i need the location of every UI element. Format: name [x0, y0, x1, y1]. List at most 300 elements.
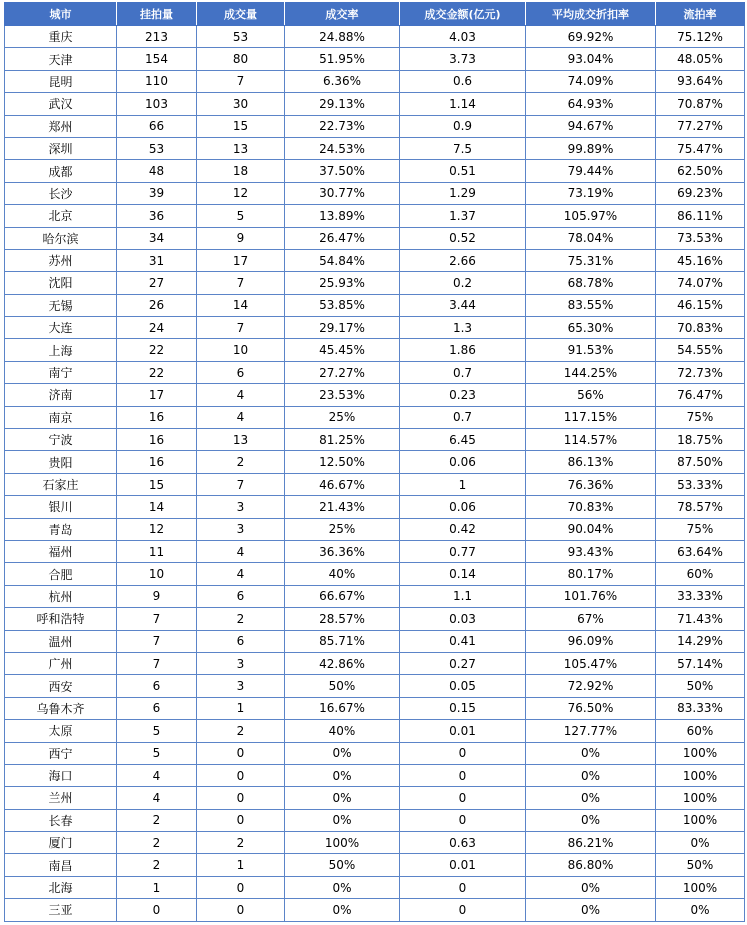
- cell-avg-discount-rate: 101.76%: [526, 585, 656, 607]
- table-row: [5, 585, 745, 607]
- cell-deal-count: 18: [197, 160, 285, 182]
- cell-failed-auction-rate: 50%: [656, 675, 745, 697]
- cell-deal-count: 2: [197, 608, 285, 630]
- cell-deal-amount: 1.1: [400, 585, 526, 607]
- header-deal-rate: 成交率: [285, 3, 400, 26]
- cell-deal-count: 2: [197, 451, 285, 473]
- cell-city: 长沙: [5, 182, 117, 204]
- cell-city: 上海: [5, 339, 117, 361]
- cell-listing-count: 10: [117, 563, 197, 585]
- cell-deal-count: 1: [197, 854, 285, 876]
- cell-deal-rate: 42.86%: [285, 652, 400, 674]
- cell-city: 南京: [5, 406, 117, 428]
- cell-failed-auction-rate: 93.64%: [656, 70, 745, 92]
- cell-failed-auction-rate: 45.16%: [656, 249, 745, 271]
- cell-deal-rate: 26.47%: [285, 227, 400, 249]
- cell-failed-auction-rate: 87.50%: [656, 451, 745, 473]
- cell-avg-discount-rate: 70.83%: [526, 496, 656, 518]
- cell-deal-rate: 25%: [285, 406, 400, 428]
- table-row: [5, 608, 745, 630]
- table-row: [5, 294, 745, 316]
- cell-deal-amount: 0.05: [400, 675, 526, 697]
- table-row: [5, 182, 745, 204]
- cell-listing-count: 7: [117, 608, 197, 630]
- table-row: [5, 137, 745, 159]
- cell-city: 宁波: [5, 429, 117, 451]
- cell-avg-discount-rate: 75.31%: [526, 249, 656, 271]
- cell-failed-auction-rate: 53.33%: [656, 473, 745, 495]
- cell-deal-rate: 30.77%: [285, 182, 400, 204]
- cell-listing-count: 22: [117, 339, 197, 361]
- cell-city: 兰州: [5, 787, 117, 809]
- cell-listing-count: 17: [117, 384, 197, 406]
- cell-avg-discount-rate: 86.13%: [526, 451, 656, 473]
- cell-deal-rate: 25%: [285, 518, 400, 540]
- cell-city: 石家庄: [5, 473, 117, 495]
- cell-deal-count: 14: [197, 294, 285, 316]
- cell-deal-rate: 40%: [285, 720, 400, 742]
- cell-deal-amount: 1.86: [400, 339, 526, 361]
- cell-listing-count: 213: [117, 26, 197, 48]
- cell-city: 福州: [5, 540, 117, 562]
- cell-deal-rate: 51.95%: [285, 48, 400, 70]
- table-row: [5, 227, 745, 249]
- cell-avg-discount-rate: 74.09%: [526, 70, 656, 92]
- cell-failed-auction-rate: 69.23%: [656, 182, 745, 204]
- cell-avg-discount-rate: 72.92%: [526, 675, 656, 697]
- cell-avg-discount-rate: 0%: [526, 899, 656, 921]
- table-row: [5, 406, 745, 428]
- cell-city: 西宁: [5, 742, 117, 764]
- cell-deal-count: 9: [197, 227, 285, 249]
- cell-deal-amount: 0.14: [400, 563, 526, 585]
- header-city: 城市: [5, 3, 117, 26]
- cell-deal-rate: 50%: [285, 854, 400, 876]
- cell-failed-auction-rate: 63.64%: [656, 540, 745, 562]
- cell-deal-amount: 0.52: [400, 227, 526, 249]
- cell-deal-rate: 81.25%: [285, 429, 400, 451]
- cell-deal-count: 3: [197, 675, 285, 697]
- table-row: [5, 451, 745, 473]
- city-auction-table-container: [4, 2, 744, 922]
- cell-city: 长春: [5, 809, 117, 831]
- cell-listing-count: 7: [117, 630, 197, 652]
- cell-failed-auction-rate: 60%: [656, 563, 745, 585]
- cell-deal-count: 10: [197, 339, 285, 361]
- table-row: [5, 160, 745, 182]
- cell-deal-amount: 0.77: [400, 540, 526, 562]
- table-row: [5, 48, 745, 70]
- cell-city: 天津: [5, 48, 117, 70]
- cell-deal-rate: 0%: [285, 787, 400, 809]
- cell-failed-auction-rate: 75.47%: [656, 137, 745, 159]
- cell-deal-rate: 27.27%: [285, 361, 400, 383]
- cell-listing-count: 2: [117, 832, 197, 854]
- cell-deal-count: 80: [197, 48, 285, 70]
- cell-failed-auction-rate: 50%: [656, 854, 745, 876]
- cell-deal-count: 53: [197, 26, 285, 48]
- cell-failed-auction-rate: 74.07%: [656, 272, 745, 294]
- cell-deal-rate: 22.73%: [285, 115, 400, 137]
- cell-deal-amount: 0: [400, 742, 526, 764]
- cell-deal-amount: 0.15: [400, 697, 526, 719]
- cell-listing-count: 154: [117, 48, 197, 70]
- cell-listing-count: 22: [117, 361, 197, 383]
- table-row: [5, 317, 745, 339]
- cell-failed-auction-rate: 76.47%: [656, 384, 745, 406]
- cell-failed-auction-rate: 70.83%: [656, 317, 745, 339]
- cell-deal-rate: 85.71%: [285, 630, 400, 652]
- cell-city: 昆明: [5, 70, 117, 92]
- cell-city: 济南: [5, 384, 117, 406]
- cell-avg-discount-rate: 105.97%: [526, 205, 656, 227]
- cell-deal-rate: 24.88%: [285, 26, 400, 48]
- cell-avg-discount-rate: 0%: [526, 876, 656, 898]
- cell-deal-amount: 1.3: [400, 317, 526, 339]
- cell-deal-rate: 29.13%: [285, 93, 400, 115]
- cell-city: 哈尔滨: [5, 227, 117, 249]
- cell-deal-rate: 46.67%: [285, 473, 400, 495]
- cell-deal-count: 7: [197, 70, 285, 92]
- table-row: [5, 384, 745, 406]
- cell-failed-auction-rate: 71.43%: [656, 608, 745, 630]
- cell-city: 重庆: [5, 26, 117, 48]
- cell-deal-amount: 1.14: [400, 93, 526, 115]
- cell-deal-count: 7: [197, 317, 285, 339]
- cell-avg-discount-rate: 69.92%: [526, 26, 656, 48]
- cell-deal-amount: 0.6: [400, 70, 526, 92]
- cell-city: 深圳: [5, 137, 117, 159]
- cell-deal-rate: 40%: [285, 563, 400, 585]
- cell-deal-amount: 4.03: [400, 26, 526, 48]
- cell-avg-discount-rate: 91.53%: [526, 339, 656, 361]
- cell-deal-rate: 0%: [285, 876, 400, 898]
- cell-avg-discount-rate: 117.15%: [526, 406, 656, 428]
- cell-city: 西安: [5, 675, 117, 697]
- cell-avg-discount-rate: 0%: [526, 787, 656, 809]
- cell-listing-count: 39: [117, 182, 197, 204]
- cell-deal-amount: 0.7: [400, 361, 526, 383]
- cell-deal-count: 4: [197, 540, 285, 562]
- cell-city: 北京: [5, 205, 117, 227]
- cell-deal-amount: 0.23: [400, 384, 526, 406]
- cell-listing-count: 0: [117, 899, 197, 921]
- table-row: [5, 697, 745, 719]
- cell-avg-discount-rate: 0%: [526, 742, 656, 764]
- cell-failed-auction-rate: 18.75%: [656, 429, 745, 451]
- cell-listing-count: 53: [117, 137, 197, 159]
- table-row: [5, 115, 745, 137]
- table-row: [5, 70, 745, 92]
- cell-avg-discount-rate: 105.47%: [526, 652, 656, 674]
- table-row: [5, 205, 745, 227]
- cell-deal-amount: 0: [400, 764, 526, 786]
- cell-listing-count: 48: [117, 160, 197, 182]
- table-row: [5, 518, 745, 540]
- cell-listing-count: 6: [117, 675, 197, 697]
- table-row: [5, 809, 745, 831]
- table-row: [5, 563, 745, 585]
- cell-listing-count: 36: [117, 205, 197, 227]
- cell-avg-discount-rate: 144.25%: [526, 361, 656, 383]
- cell-deal-count: 4: [197, 406, 285, 428]
- cell-city: 银川: [5, 496, 117, 518]
- cell-failed-auction-rate: 100%: [656, 787, 745, 809]
- cell-avg-discount-rate: 73.19%: [526, 182, 656, 204]
- header-row: [5, 3, 745, 26]
- cell-failed-auction-rate: 86.11%: [656, 205, 745, 227]
- cell-failed-auction-rate: 100%: [656, 809, 745, 831]
- cell-deal-count: 17: [197, 249, 285, 271]
- header-listing-count: 挂拍量: [117, 3, 197, 26]
- cell-deal-amount: 6.45: [400, 429, 526, 451]
- cell-failed-auction-rate: 14.29%: [656, 630, 745, 652]
- cell-listing-count: 1: [117, 876, 197, 898]
- cell-deal-amount: 3.44: [400, 294, 526, 316]
- cell-failed-auction-rate: 60%: [656, 720, 745, 742]
- cell-deal-count: 13: [197, 137, 285, 159]
- cell-deal-amount: 0.27: [400, 652, 526, 674]
- cell-listing-count: 6: [117, 697, 197, 719]
- cell-listing-count: 66: [117, 115, 197, 137]
- table-row: [5, 339, 745, 361]
- cell-listing-count: 24: [117, 317, 197, 339]
- cell-deal-rate: 53.85%: [285, 294, 400, 316]
- cell-failed-auction-rate: 48.05%: [656, 48, 745, 70]
- cell-deal-amount: 0.2: [400, 272, 526, 294]
- header-deal-count: 成交量: [197, 3, 285, 26]
- cell-avg-discount-rate: 86.80%: [526, 854, 656, 876]
- cell-deal-amount: 0.9: [400, 115, 526, 137]
- table-row: [5, 272, 745, 294]
- cell-deal-amount: 3.73: [400, 48, 526, 70]
- cell-listing-count: 9: [117, 585, 197, 607]
- cell-city: 杭州: [5, 585, 117, 607]
- cell-deal-rate: 29.17%: [285, 317, 400, 339]
- cell-deal-rate: 54.84%: [285, 249, 400, 271]
- cell-listing-count: 16: [117, 451, 197, 473]
- cell-failed-auction-rate: 83.33%: [656, 697, 745, 719]
- cell-listing-count: 12: [117, 518, 197, 540]
- cell-failed-auction-rate: 0%: [656, 899, 745, 921]
- cell-listing-count: 2: [117, 854, 197, 876]
- cell-deal-count: 6: [197, 630, 285, 652]
- cell-avg-discount-rate: 0%: [526, 764, 656, 786]
- cell-listing-count: 103: [117, 93, 197, 115]
- cell-failed-auction-rate: 100%: [656, 764, 745, 786]
- cell-listing-count: 2: [117, 809, 197, 831]
- cell-deal-count: 3: [197, 652, 285, 674]
- cell-failed-auction-rate: 75%: [656, 406, 745, 428]
- cell-city: 青岛: [5, 518, 117, 540]
- cell-failed-auction-rate: 100%: [656, 876, 745, 898]
- cell-deal-count: 4: [197, 384, 285, 406]
- cell-deal-amount: 0.41: [400, 630, 526, 652]
- cell-deal-count: 0: [197, 764, 285, 786]
- cell-avg-discount-rate: 93.43%: [526, 540, 656, 562]
- cell-listing-count: 14: [117, 496, 197, 518]
- cell-deal-amount: 0.01: [400, 720, 526, 742]
- cell-city: 合肥: [5, 563, 117, 585]
- cell-deal-amount: 0.63: [400, 832, 526, 854]
- cell-city: 贵阳: [5, 451, 117, 473]
- cell-deal-amount: 0.7: [400, 406, 526, 428]
- cell-deal-rate: 45.45%: [285, 339, 400, 361]
- cell-deal-amount: 0.51: [400, 160, 526, 182]
- table-row: [5, 720, 745, 742]
- cell-failed-auction-rate: 78.57%: [656, 496, 745, 518]
- cell-deal-rate: 16.67%: [285, 697, 400, 719]
- cell-deal-amount: 0.06: [400, 496, 526, 518]
- cell-deal-count: 4: [197, 563, 285, 585]
- table-row: [5, 630, 745, 652]
- cell-deal-rate: 36.36%: [285, 540, 400, 562]
- cell-listing-count: 110: [117, 70, 197, 92]
- cell-deal-count: 6: [197, 585, 285, 607]
- cell-failed-auction-rate: 54.55%: [656, 339, 745, 361]
- cell-listing-count: 4: [117, 787, 197, 809]
- cell-deal-count: 3: [197, 496, 285, 518]
- cell-city: 南宁: [5, 361, 117, 383]
- cell-listing-count: 4: [117, 764, 197, 786]
- cell-listing-count: 16: [117, 429, 197, 451]
- cell-listing-count: 5: [117, 742, 197, 764]
- table-row: [5, 249, 745, 271]
- cell-deal-rate: 0%: [285, 899, 400, 921]
- cell-failed-auction-rate: 33.33%: [656, 585, 745, 607]
- cell-avg-discount-rate: 76.50%: [526, 697, 656, 719]
- cell-deal-count: 30: [197, 93, 285, 115]
- cell-failed-auction-rate: 62.50%: [656, 160, 745, 182]
- cell-deal-count: 7: [197, 473, 285, 495]
- cell-avg-discount-rate: 64.93%: [526, 93, 656, 115]
- cell-listing-count: 27: [117, 272, 197, 294]
- cell-deal-rate: 28.57%: [285, 608, 400, 630]
- cell-failed-auction-rate: 77.27%: [656, 115, 745, 137]
- cell-deal-amount: 0.03: [400, 608, 526, 630]
- cell-deal-amount: 2.66: [400, 249, 526, 271]
- table-row: [5, 764, 745, 786]
- cell-deal-amount: 7.5: [400, 137, 526, 159]
- cell-city: 沈阳: [5, 272, 117, 294]
- table-row: [5, 429, 745, 451]
- cell-failed-auction-rate: 75.12%: [656, 26, 745, 48]
- cell-deal-amount: 0.42: [400, 518, 526, 540]
- cell-deal-rate: 0%: [285, 809, 400, 831]
- cell-avg-discount-rate: 96.09%: [526, 630, 656, 652]
- cell-deal-rate: 21.43%: [285, 496, 400, 518]
- cell-avg-discount-rate: 68.78%: [526, 272, 656, 294]
- table-row: [5, 652, 745, 674]
- cell-deal-rate: 13.89%: [285, 205, 400, 227]
- cell-deal-rate: 23.53%: [285, 384, 400, 406]
- table-row: [5, 787, 745, 809]
- cell-city: 苏州: [5, 249, 117, 271]
- cell-deal-rate: 0%: [285, 764, 400, 786]
- cell-deal-count: 2: [197, 832, 285, 854]
- cell-deal-rate: 0%: [285, 742, 400, 764]
- header-failed-auction-rate: 流拍率: [656, 3, 745, 26]
- cell-deal-count: 12: [197, 182, 285, 204]
- cell-deal-count: 0: [197, 787, 285, 809]
- cell-avg-discount-rate: 79.44%: [526, 160, 656, 182]
- cell-deal-amount: 0.01: [400, 854, 526, 876]
- cell-failed-auction-rate: 100%: [656, 742, 745, 764]
- cell-deal-count: 7: [197, 272, 285, 294]
- cell-avg-discount-rate: 83.55%: [526, 294, 656, 316]
- cell-deal-rate: 6.36%: [285, 70, 400, 92]
- cell-deal-count: 13: [197, 429, 285, 451]
- table-row: [5, 93, 745, 115]
- cell-listing-count: 34: [117, 227, 197, 249]
- table-row: [5, 832, 745, 854]
- table-row: [5, 361, 745, 383]
- cell-deal-rate: 66.67%: [285, 585, 400, 607]
- cell-avg-discount-rate: 99.89%: [526, 137, 656, 159]
- cell-avg-discount-rate: 0%: [526, 809, 656, 831]
- cell-deal-amount: 0: [400, 899, 526, 921]
- table-row: [5, 473, 745, 495]
- cell-city: 大连: [5, 317, 117, 339]
- cell-listing-count: 16: [117, 406, 197, 428]
- cell-deal-rate: 50%: [285, 675, 400, 697]
- cell-city: 南昌: [5, 854, 117, 876]
- cell-city: 太原: [5, 720, 117, 742]
- cell-deal-count: 2: [197, 720, 285, 742]
- cell-avg-discount-rate: 114.57%: [526, 429, 656, 451]
- header-avg-discount-rate: 平均成交折扣率: [526, 3, 656, 26]
- header-deal-amount: 成交金额(亿元): [400, 3, 526, 26]
- cell-avg-discount-rate: 94.67%: [526, 115, 656, 137]
- cell-city: 北海: [5, 876, 117, 898]
- cell-deal-count: 0: [197, 876, 285, 898]
- cell-deal-amount: 1.37: [400, 205, 526, 227]
- table-row: [5, 675, 745, 697]
- cell-listing-count: 5: [117, 720, 197, 742]
- cell-deal-rate: 24.53%: [285, 137, 400, 159]
- table-row: [5, 899, 745, 921]
- cell-avg-discount-rate: 127.77%: [526, 720, 656, 742]
- cell-deal-count: 15: [197, 115, 285, 137]
- cell-deal-count: 0: [197, 742, 285, 764]
- cell-avg-discount-rate: 56%: [526, 384, 656, 406]
- cell-deal-amount: 1: [400, 473, 526, 495]
- cell-deal-rate: 12.50%: [285, 451, 400, 473]
- cell-listing-count: 7: [117, 652, 197, 674]
- cell-avg-discount-rate: 90.04%: [526, 518, 656, 540]
- cell-failed-auction-rate: 0%: [656, 832, 745, 854]
- cell-avg-discount-rate: 86.21%: [526, 832, 656, 854]
- cell-avg-discount-rate: 78.04%: [526, 227, 656, 249]
- cell-failed-auction-rate: 72.73%: [656, 361, 745, 383]
- cell-deal-count: 5: [197, 205, 285, 227]
- cell-deal-rate: 100%: [285, 832, 400, 854]
- cell-deal-amount: 0: [400, 809, 526, 831]
- table-row: [5, 540, 745, 562]
- cell-failed-auction-rate: 57.14%: [656, 652, 745, 674]
- cell-listing-count: 15: [117, 473, 197, 495]
- table-row: [5, 876, 745, 898]
- cell-city: 成都: [5, 160, 117, 182]
- cell-city: 温州: [5, 630, 117, 652]
- cell-avg-discount-rate: 67%: [526, 608, 656, 630]
- cell-listing-count: 31: [117, 249, 197, 271]
- cell-city: 三亚: [5, 899, 117, 921]
- cell-city: 乌鲁木齐: [5, 697, 117, 719]
- cell-deal-count: 0: [197, 899, 285, 921]
- cell-city: 武汉: [5, 93, 117, 115]
- cell-city: 厦门: [5, 832, 117, 854]
